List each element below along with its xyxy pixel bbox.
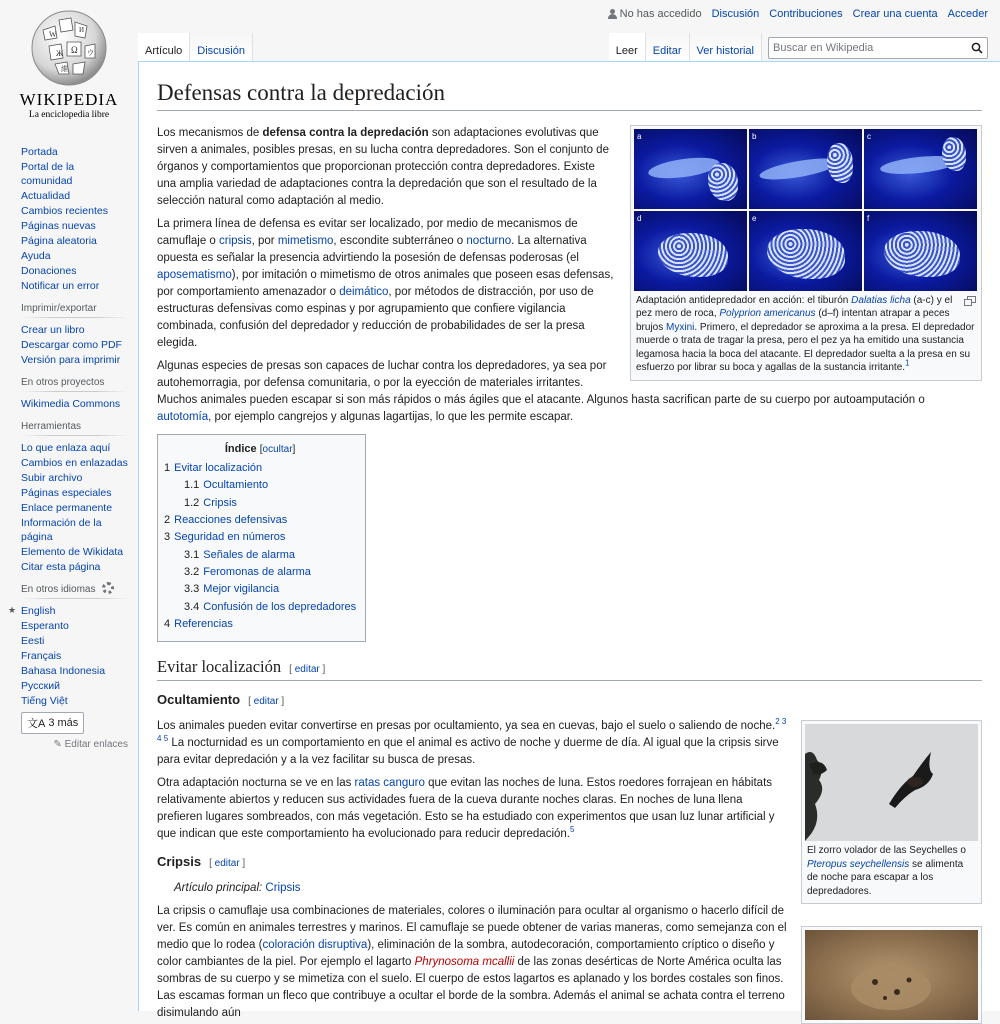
toc-number: 4	[164, 617, 171, 630]
login-link[interactable]: Acceder	[947, 8, 988, 20]
sidebar-list-item	[21, 396, 128, 411]
svg-text:Ω: Ω	[71, 45, 78, 55]
ref-link[interactable]: 4	[157, 734, 162, 744]
thumbnail-flying-fox	[801, 720, 982, 904]
lizard-illustration	[805, 930, 978, 1020]
bat-image[interactable]	[805, 724, 978, 841]
sidebar-tool-link[interactable]: Páginas especiales	[21, 486, 112, 499]
sidebar-nav-link[interactable]: Páginas nuevas	[21, 219, 96, 232]
main-article-note: Artículo principal: Cripsis	[174, 882, 301, 895]
tab-talk[interactable]: Discusión	[190, 33, 253, 61]
toc-item[interactable]	[164, 599, 356, 616]
edit-section-link[interactable]: editar	[294, 664, 320, 676]
thumbnail-lizard	[801, 926, 982, 1024]
languages-portal	[0, 584, 138, 750]
sidebar-print-link[interactable]: Crear un libro	[21, 323, 85, 336]
toc-item[interactable]	[164, 512, 356, 529]
wikipedia-logo[interactable]	[10, 8, 128, 126]
paragraph: La primera línea de defensa es evitar ser localizado, por medio de mecanismos de camuflaje o cripsis, por mimetismo, escondite subterráneo o nocturno. La alternativa opuesta es señalar la presencia advirtiendo la posesión de defensas poderosas (el aposematismo), por imitación o mimetismo de otros animales que poseen esas defensas, por comportamiento amenazador o deimático, por métodos de distracción, por uso de estructuras defensivas como espinas y por agrupamiento que confiere vigilancia combinada, confusión del depredador y reducción de probabilidades de ser la presa elegida.	[157, 217, 614, 349]
user-icon	[608, 9, 617, 19]
sidebar-list-item	[21, 455, 128, 470]
language-link[interactable]: Tiếng Việt	[21, 694, 68, 707]
article-body	[157, 125, 982, 1022]
sidebar-list-item	[21, 440, 128, 455]
toc-number: 3	[164, 531, 171, 544]
language-link[interactable]: Esperanto	[21, 619, 69, 632]
edit-section-link[interactable]: editar	[253, 696, 279, 708]
section-heading: Evitar localización [ editar ]	[157, 658, 982, 681]
view-tabs	[609, 33, 988, 61]
sidebar-list-item	[21, 485, 128, 500]
panel-image: d	[634, 211, 747, 291]
toc-item[interactable]	[164, 581, 356, 598]
intro-paragraph: Los mecanismos de defensa contra la depredación son adaptaciones evolutivas que sirven a animales, posibles presas, en su lucha contra depredadores. Son el conjunto de órganos y comportamientos que proporcionan protección contra depredadores. Existe una amplia variedad de adaptaciones contra la depredación que son el resultado de la selección natural como adaptación al medio.	[157, 126, 609, 207]
sidebar-tool-link[interactable]: Información de la página	[21, 516, 102, 543]
logo-tagline: La enciclopedia libre	[28, 110, 110, 120]
not-logged-in: No has accedido	[608, 8, 702, 20]
link-aposematismo[interactable]: aposematismo	[157, 268, 232, 281]
link-phrynosoma[interactable]: Phrynosoma mcallii	[414, 956, 515, 969]
toc-link[interactable]: Feromonas de alarma	[203, 565, 311, 578]
toc-link[interactable]: Mejor vigilancia	[203, 583, 280, 596]
table-of-contents	[157, 434, 366, 642]
link-pteropus[interactable]: Pteropus seychellensis	[807, 858, 910, 870]
subsection-heading: Ocultamiento [ editar ]	[157, 692, 285, 708]
toc-number: 2	[164, 514, 171, 527]
link-autotomia[interactable]: autotomía	[157, 410, 209, 423]
sidebar-tool-link[interactable]: Lo que enlaza aquí	[21, 441, 111, 454]
svg-text:И: И	[79, 26, 85, 34]
toc-number: 1.1	[184, 479, 200, 492]
language-item	[21, 663, 128, 678]
sidebar-list-item	[21, 248, 128, 263]
sidebar-list-item	[21, 203, 128, 218]
print-list	[21, 322, 128, 367]
thumbnail-predation-sequence	[630, 125, 982, 381]
toc-item[interactable]	[164, 529, 356, 546]
link-coloracion-disruptiva[interactable]: coloración disruptiva	[262, 939, 368, 952]
sidebar-print-link[interactable]: Descargar como PDF	[21, 338, 122, 351]
main-content	[138, 61, 1000, 1020]
sidebar-tool-link[interactable]: Enlace permanente	[21, 501, 113, 514]
language-link[interactable]: Русский	[21, 679, 60, 692]
lizard-image[interactable]	[805, 930, 978, 1020]
toc-title: Índice [ocultar]	[224, 442, 296, 455]
language-link[interactable]: Eesti	[21, 634, 45, 647]
panel-image: b	[749, 129, 862, 209]
edit-links[interactable]: ✎ Editar enlaces	[53, 739, 128, 750]
search-input[interactable]	[773, 42, 963, 54]
sidebar-list-item	[21, 278, 128, 293]
paragraph: Los animales pueden evitar convertirse en presas por ocultamiento, ya sea en cuevas, bajo el suelo o saliendo de noche.$^{2 3 4 5}$ La nocturnidad es un comportamiento en que el animal es activo de noche y duerme de día. Al igual que la cripsis sirve para evitar depredación y a la vez facilitar su busca de presas.	[157, 717, 787, 767]
toc-number: 3.1	[184, 548, 200, 561]
navigation-list	[21, 144, 128, 293]
paragraph: La cripsis o camuflaje usa combinaciones de materiales, colores o iluminación para ocultar al organismo o hacerlo difícil de ver. Es común en animales terrestres y marinos. El camuflaje se puede obtener de varias maneras, como semejanza con el medio que lo rodea (coloración disruptiva), eliminación de la sombra, autodecoración, comportamiento críptico o diseño y color cambiantes de la piel. Por ejemplo el lagarto Phrynosoma mcallii de las zonas desérticas de Norte América oculta las sombras de su cuerpo y se mimetiza con el suelo. El cuerpo de estos lagartos es aplanado y los bordes costales son finos. Las escamas forman un fleco que contribuye a ocultar el borde de la sombra. Además el animal se achata contra el terreno disimulando aún	[157, 905, 787, 1020]
sidebar-nav-link[interactable]: Donaciones	[21, 264, 77, 277]
thumbnail-caption: El zorro volador de las Seychelles o Pteropus seychellensis se alimenta de noche para escapar a los depredadores.	[807, 845, 966, 897]
sidebar-list-item	[21, 144, 128, 159]
navigation-portal	[0, 144, 138, 293]
tab-read[interactable]: Leer	[609, 33, 646, 61]
toc-item[interactable]	[164, 460, 356, 477]
sidebar-tool-link[interactable]: Citar esta página	[21, 560, 101, 573]
sidebar-list-item	[21, 500, 128, 515]
print-portal	[0, 303, 138, 367]
globe-icon	[29, 8, 109, 88]
print-heading: Imprimir/exportar	[21, 303, 128, 318]
sidebar-nav-link[interactable]: Ayuda	[21, 249, 51, 262]
create-account-link[interactable]: Crear una cuenta	[852, 8, 938, 20]
language-item	[21, 678, 128, 693]
sidebar-list-item	[21, 188, 128, 203]
link-ratas-canguro[interactable]: ratas canguro	[354, 777, 425, 790]
sidebar-list-item	[21, 470, 128, 485]
more-languages-button[interactable]: 文A 3 más	[21, 712, 84, 734]
ref-link[interactable]: 5	[163, 734, 169, 744]
toc-item[interactable]	[164, 477, 356, 494]
toc-item[interactable]	[164, 495, 356, 512]
sidebar-nav-link[interactable]: Notificar un error	[21, 279, 100, 292]
language-item	[21, 618, 128, 633]
sidebar-list-item	[21, 544, 128, 559]
sidebar-nav-link[interactable]: Actualidad	[21, 189, 71, 202]
ref-link[interactable]: 1	[905, 359, 910, 369]
sidebar-list-item	[21, 559, 128, 574]
toc-number: 3.3	[184, 583, 200, 596]
svg-text:Ж: Ж	[56, 49, 64, 58]
link-nocturno[interactable]: nocturno	[466, 234, 512, 247]
language-item	[21, 693, 128, 708]
svg-text:W: W	[49, 30, 57, 39]
sidebar-list-item	[21, 159, 128, 188]
projects-portal	[0, 377, 138, 411]
search-icon[interactable]	[971, 42, 983, 54]
sidebar-list-item	[21, 322, 128, 337]
panel-image: c	[864, 129, 977, 209]
toc-link[interactable]: Evitar localización	[174, 462, 263, 475]
languages-list	[8, 603, 128, 708]
sidebar-project-link[interactable]: Wikimedia Commons	[21, 397, 121, 410]
toc-item[interactable]	[164, 547, 356, 564]
enlarge-icon[interactable]	[967, 296, 976, 303]
sidebar-nav-link[interactable]: Portada	[21, 145, 58, 158]
language-link[interactable]: Français	[21, 649, 62, 662]
sidebar-tool-link[interactable]: Elemento de Wikidata	[21, 545, 124, 558]
sidebar-list-item	[21, 233, 128, 248]
sidebar-list-item	[21, 337, 128, 352]
toc-link[interactable]: Cripsis	[203, 496, 237, 509]
link-myxini[interactable]: Myxini	[666, 321, 695, 333]
panel-image: f	[864, 211, 977, 291]
subsection-heading: Cripsis [ editar ]	[157, 854, 246, 870]
sidebar-nav-link[interactable]: Portal de la comunidad	[21, 160, 75, 187]
link-cripsis-main[interactable]: Cripsis	[265, 882, 301, 895]
language-item	[21, 633, 128, 648]
pencil-icon: ✎	[53, 739, 62, 750]
toc-list	[164, 460, 356, 633]
sidebar-nav-link[interactable]: Página aleatoria	[21, 234, 97, 247]
sidebar-list-item	[21, 218, 128, 233]
talk-link[interactable]: Discusión	[711, 8, 760, 20]
toc-number: 3.4	[184, 600, 200, 613]
namespace-tabs	[138, 33, 253, 61]
translate-icon: 文A	[27, 718, 46, 730]
tab-edit[interactable]: Editar	[646, 33, 690, 61]
toc-link[interactable]: Referencias	[174, 617, 233, 630]
panel-image: a	[634, 129, 747, 209]
link-cripsis[interactable]: cripsis	[219, 234, 252, 247]
logo-wordmark: WIKIPEDIA	[19, 90, 119, 109]
ref-link[interactable]: 2	[775, 717, 780, 727]
toc-number: 3.2	[184, 565, 200, 578]
link-polyprion[interactable]: Polyprion americanus	[719, 308, 816, 320]
toc-toggle[interactable]: ocultar	[262, 443, 293, 455]
page-title: Defensas contra la depredación	[157, 78, 982, 111]
toc-item[interactable]	[164, 564, 356, 581]
link-deimatico[interactable]: deimático	[339, 285, 389, 298]
projects-list	[21, 396, 128, 411]
sidebar-tool-link[interactable]: Subir archivo	[21, 471, 83, 484]
personal-tools	[608, 8, 988, 20]
tab-history[interactable]: Ver historial	[690, 33, 762, 61]
svg-text:ウ: ウ	[87, 49, 94, 57]
language-link[interactable]: English	[21, 604, 56, 617]
language-link[interactable]: Bahasa Indonesia	[21, 664, 106, 677]
svg-text:維: 維	[61, 65, 68, 73]
paragraph: Algunas especies de presas son capaces de luchar contra los depredadores, ya sea por autohemorragia, por defensa comunitaria, o por la eyección de materiales irritantes. Muchos animales pueden escapar si son más rápidos o más ágiles que el atacante. Algunos hasta sacrifican parte de su cuerpo por autoamputación o autotomía, por ejemplo cangrejos y algunas lagartijas, lo que les permite escapar.	[157, 359, 925, 423]
star-icon: ★	[8, 605, 17, 615]
image-grid[interactable]	[634, 129, 978, 291]
toc-number: 1.2	[184, 496, 200, 509]
bat-illustration	[805, 724, 978, 841]
toc-link[interactable]: Señales de alarma	[203, 548, 296, 561]
tab-article[interactable]: Artículo	[138, 33, 190, 61]
toc-link[interactable]: Seguridad en números	[174, 531, 286, 544]
ref-link[interactable]: 5	[570, 825, 575, 835]
link-dalatias[interactable]: Dalatias licha	[851, 294, 911, 306]
search-box	[768, 37, 988, 59]
tools-heading: Herramientas	[21, 421, 128, 436]
panel-image: e	[749, 211, 862, 291]
tools-list	[21, 440, 128, 574]
projects-heading: En otros proyectos	[21, 377, 128, 392]
language-item	[21, 648, 128, 663]
language-item	[8, 603, 128, 618]
sidebar	[0, 138, 138, 760]
toc-link[interactable]: Reacciones defensivas	[174, 514, 288, 527]
sidebar-print-link[interactable]: Versión para imprimir	[21, 353, 121, 366]
sidebar-tool-link[interactable]: Cambios en enlazadas	[21, 456, 128, 469]
sidebar-list-item	[21, 515, 128, 544]
toc-link[interactable]: Ocultamiento	[203, 479, 269, 492]
toc-number: 1	[164, 462, 171, 475]
tools-portal	[0, 421, 138, 574]
ref-link[interactable]: 3	[781, 717, 787, 727]
paragraph: Otra adaptación nocturna se ve en las ratas canguro que evitan las noches de luna. Estos roedores forrajean en hábitats relativamente abiertos y reducen sus actividades fuera de la cueva durante noches claras. En noches de luna llena prefieren lugares sombreados, con más vegetación. Esto se ha estudiado con experimentos que usan luz lunar artificial y que indican que este comportamiento ha evolucionado para reducir depredación.$^5$	[157, 777, 775, 841]
gear-icon[interactable]	[102, 582, 114, 594]
toc-item[interactable]	[164, 616, 356, 633]
contributions-link[interactable]: Contribuciones	[769, 8, 843, 20]
sidebar-nav-link[interactable]: Cambios recientes	[21, 204, 108, 217]
sidebar-list-item	[21, 352, 128, 367]
edit-section-link[interactable]: editar	[214, 858, 240, 870]
thumbnail-caption: Adaptación antidepredador en acción: el tiburón Dalatias licha (a-c) y el pez mero de roca, Polyprion americanus (d–f) intentan atrapar a peces brujos Myxini. Primero, el depredador se aproxima a la presa. El depredador muerde o trata de tragar la presa, pero el pez ya ha emitido una sustancia legamosa hacia la boca del atacante. El depredador suelta a la presa en su esfuerzo por librar su boca y agallas de la sustancia irritante.$^1$	[636, 294, 975, 374]
link-mimetismo[interactable]: mimetismo	[277, 234, 334, 247]
sidebar-list-item	[21, 263, 128, 278]
toc-link[interactable]: Confusión de los depredadores	[203, 600, 357, 613]
languages-heading: En otros idiomas	[21, 584, 128, 599]
